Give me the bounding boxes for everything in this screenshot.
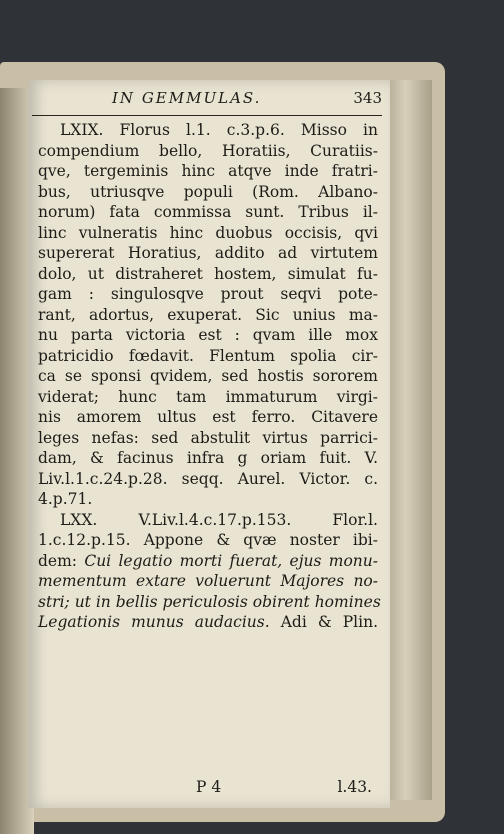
text-line: LXX. V.Liv.l.4.c.17.p.153. Flor.l. [60,510,378,529]
text-line: 1.c.12.p.15. Appone & qvæ noster ibi- [38,531,378,549]
signature-mark: P 4 [196,778,222,796]
text-line: nis amorem ultus est ferro. Citavere [38,408,378,426]
text-line: ca se sponsi qvidem, sed hostis sororem [38,367,378,385]
text-line: rant, adortus, exuperat. Sic unius ma- [38,305,378,324]
text-line: gam : singulosqve prout seqvi pote- [38,285,378,303]
text-line: dem: Cui legatio morti fuerat, ejus monu- [38,551,379,570]
text-line: LXIX. Florus l.1. c.3.p.6. Misso in [60,121,378,139]
text-line: mementum extare voluerunt Majores no- [38,572,378,590]
text-line: Legationis munus audacius. Adi & Plin. [38,613,378,631]
text-line: leges nefas: sed abstulit virtus parrici- [38,428,378,447]
text-line: dolo, ut distraheret hostem, simulat fu- [38,264,378,283]
catchword: l.43. [337,778,372,796]
text-line: dam, & facinus infra g oriam fuit. V. [38,449,378,467]
running-head [112,89,382,107]
text-line: bus, utriusqve populi (Rom. Albano- [38,182,378,201]
text-line: linc vulneratis hinc duobus occisis, qvi [38,223,378,242]
text-line: viderat; hunc tam immaturum virgi- [38,387,378,406]
text-line: supererat Horatius, addito ad virtutem [38,244,378,262]
text-line: nu parta victoria est : qvam ille mox [38,326,378,344]
page-number: 343 [353,89,382,107]
text-line: stri; ut in bellis periculosis obirent homines [38,592,381,611]
body-text [38,120,381,633]
page-edges [388,80,432,800]
page-footer [38,778,378,800]
text-line: qve, tergeminis hinc atqve inde fratri- [38,162,378,180]
text-line: 4.p.71. [38,490,93,508]
text-line: Liv.l.1.c.24.p.28. seqq. Aurel. Victor. c. [38,469,378,488]
running-head-title: IN GEMMULAS. [112,89,262,107]
book-page [28,80,390,808]
header-rule [32,115,382,116]
text-line: norum) fata commissa sunt. Tribus il- [38,203,378,221]
text-line: compendium bello, Horatiis, Curatiis- [38,141,378,160]
text-line: patricidio fœdavit. Flentum spolia cir- [38,346,378,365]
